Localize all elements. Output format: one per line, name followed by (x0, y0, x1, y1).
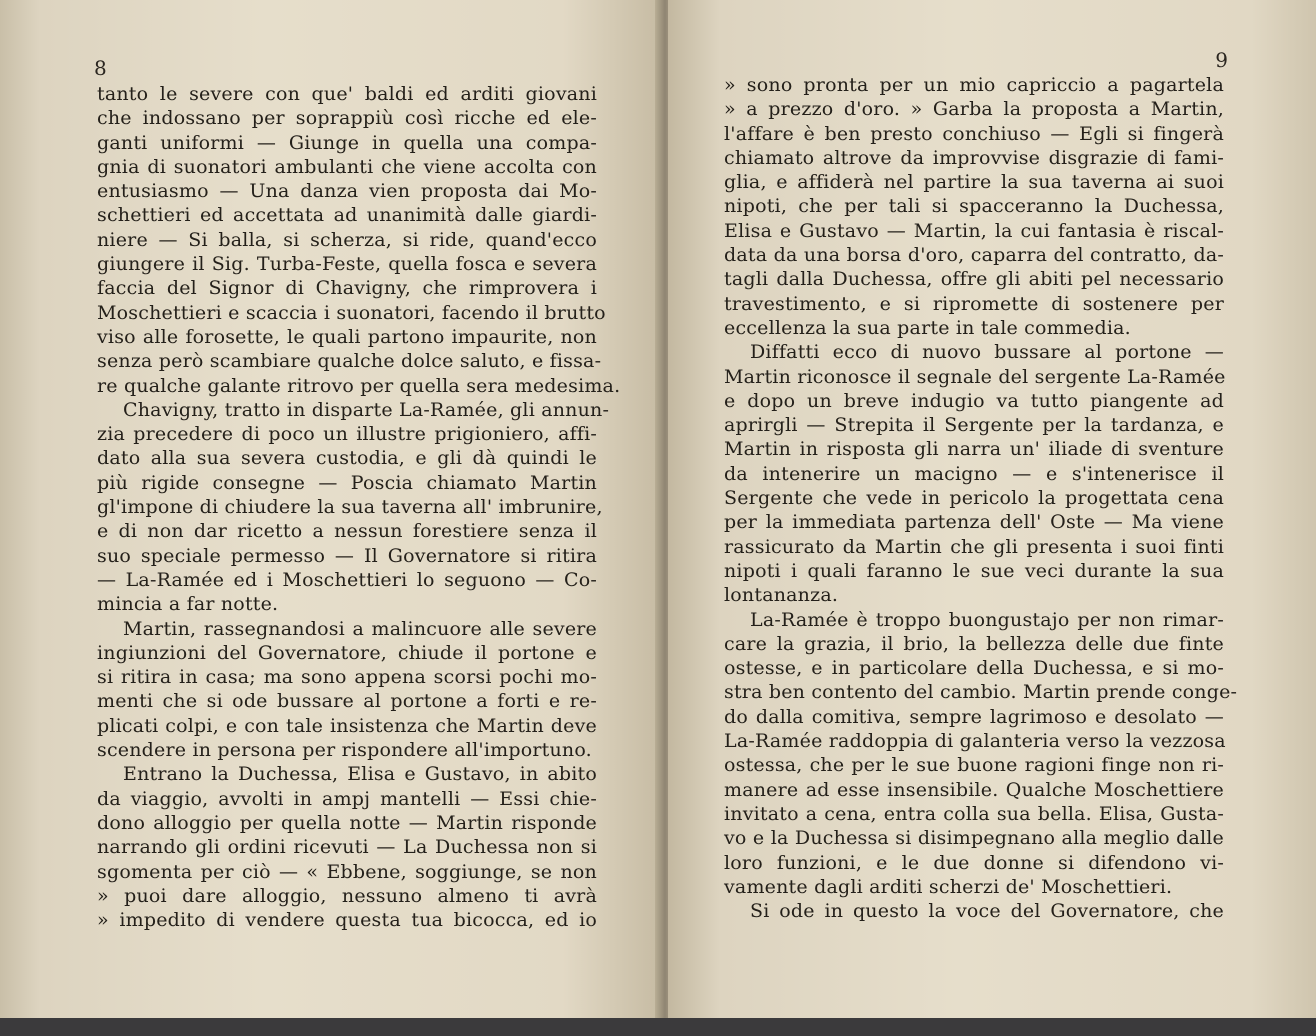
text-line: glia, e affiderà nel partire la sua taverna ai suoi (724, 171, 1224, 194)
text-line: niere — Si balla, si scherza, si ride, quand'ecco (97, 228, 597, 251)
text-line: che indossano per soprappiù così ricche ed ele- (97, 107, 597, 130)
text-line: gl'impone di chiudere la sua taverna all' imbrunire, (97, 496, 603, 519)
text-line: gnia di suonatori ambulanti che viene accolta con (97, 155, 597, 178)
text-line: zia precedere di poco un illustre prigioniero, affi- (97, 423, 597, 446)
text-line: tagli dalla Duchessa, offre gli abiti pel necessario (724, 268, 1224, 291)
text-line: schettieri ed accettata ad unanimità dalle giardi- (97, 204, 597, 227)
text-line: Entrano la Duchessa, Elisa e Gustavo, in abito (123, 763, 597, 786)
text-line: — La-Ramée ed i Moschettieri lo seguono — Co- (97, 568, 597, 591)
text-line: Chavigny, tratto in disparte La-Ramée, gli annun- (123, 398, 610, 421)
text-line: senza però scambiare qualche dolce saluto, e fissa- (97, 350, 602, 373)
text-line: si ritira in casa; ma sono appena scorsi pochi mo- (97, 666, 597, 689)
text-line: mincia a far notte. (97, 593, 279, 616)
text-line: da viaggio, avvolti in ampj mantelli — Essi chie- (97, 787, 597, 810)
text-line: » puoi dare alloggio, nessuno almeno ti avrà (97, 884, 597, 907)
text-line: eccellenza la sua parte in tale commedia. (724, 316, 1131, 339)
text-line: Moschettieri e scaccia i suonatori, facendo il brutto (97, 301, 606, 324)
text-line: e di non dar ricetto a nessun forestiere senza il (97, 520, 597, 543)
text-line: ingiunzioni del Governatore, chiude il portone e (97, 641, 597, 664)
text-line: nipoti, che per tali si spacceranno la Duchessa, (724, 195, 1224, 218)
right-page-text (724, 73, 1238, 923)
text-line: per la immediata partenza dell' Oste — Ma viene (724, 511, 1224, 534)
text-line: » a prezzo d'oro. » Garba la proposta a Martin, (724, 98, 1224, 121)
text-line: data da una borsa d'oro, caparra del contratto, da- (724, 244, 1224, 267)
text-line: vamente dagli arditi scherzi de' Moschettieri. (724, 875, 1173, 898)
right-page (668, 0, 1316, 1036)
text-line: aprirgli — Strepita il Sergente per la tardanza, e (724, 414, 1224, 437)
text-line: Diffatti ecco di nuovo bussare al portone — (750, 341, 1224, 364)
text-line: dono alloggio per quella notte — Martin risponde (97, 811, 597, 834)
text-line: l'affare è ben presto conchiuso — Egli si fingerà (724, 122, 1224, 145)
text-line: La-Ramée raddoppia di galanteria verso la vezzosa (724, 730, 1226, 753)
text-line: giungere il Sig. Turba-Feste, quella fosca e severa (97, 253, 597, 276)
text-line: lontananza. (724, 584, 839, 607)
text-line: travestimento, e si ripromette di sostenere per (724, 292, 1224, 315)
text-line: Sergente che vede in pericolo la progettata cena (724, 487, 1224, 510)
text-line: chiamato altrove da improvvise disgrazie di fami- (724, 146, 1224, 169)
text-line: Si ode in questo la voce del Governatore, che (750, 900, 1224, 923)
text-line: re qualche galante ritrovo per quella sera medesima. (97, 374, 621, 397)
text-line: invitato a cena, entra colla sua bella. Elisa, Gusta- (724, 802, 1224, 825)
text-line: ostesse, e in particolare della Duchessa, e si mo- (724, 657, 1224, 680)
text-line: La-Ramée è troppo buongustajo per non rimar- (750, 608, 1224, 631)
page-number-right: 9 (1215, 48, 1228, 72)
text-line: loro funzioni, e le due donne si difendono vi- (724, 851, 1224, 874)
text-line: ganti uniformi — Giunge in quella una compa- (97, 131, 597, 154)
text-line: do dalla comitiva, sempre lagrimoso e desolato — (724, 705, 1224, 728)
text-line: manere ad esse insensibile. Qualche Moschettiere (724, 778, 1224, 801)
text-line: faccia del Signor di Chavigny, che rimprovera i (97, 277, 597, 300)
text-line: care la grazia, il brio, la bellezza delle due finte (724, 632, 1224, 655)
left-page-text (97, 82, 621, 932)
text-line: più rigide consegne — Poscia chiamato Martin (97, 471, 597, 494)
text-line: Martin, rassegnandosi a malincuore alle severe (123, 617, 597, 640)
text-line: » sono pronta per un mio capriccio a pagartela (724, 74, 1224, 96)
text-line: scendere in persona per rispondere all'importuno. (97, 739, 592, 762)
text-line: rassicurato da Martin che gli presenta i suoi finti (724, 535, 1224, 558)
text-line: Martin in risposta gli narra un' iliade di sventure (724, 438, 1224, 461)
text-line: Elisa e Gustavo — Martin, la cui fantasia è riscal- (724, 219, 1224, 242)
text-line: e dopo un breve indugio va tutto piangente ad (724, 389, 1224, 412)
text-line: ostessa, che per le sue buone ragioni finge non ri- (724, 754, 1224, 777)
text-line: menti che si ode bussare al portone a forti e re- (97, 690, 597, 713)
page-number-left: 8 (94, 56, 107, 80)
text-line: narrando gli ordini ricevuti — La Duchessa non si (97, 836, 597, 859)
text-line: nipoti i quali faranno le sue veci durante la sua (724, 559, 1224, 582)
scan-bottom-edge (0, 1018, 1316, 1036)
text-line: vo e la Duchessa si disimpegnano alla meglio dalle (724, 827, 1224, 850)
text-line: tanto le severe con que' baldi ed arditi giovani (97, 83, 597, 105)
text-line: plicati colpi, e con tale insistenza che Martin deve (97, 714, 597, 737)
text-line: sgomenta per ciò — « Ebbene, soggiunge, se non (97, 860, 597, 883)
text-line: viso alle forosette, le quali partono impaurite, non (97, 325, 597, 348)
text-line: dato alla sua severa custodia, e gli dà quindi le (97, 447, 597, 470)
text-line: suo speciale permesso — Il Governatore si ritira (97, 544, 597, 567)
text-line: da intenerire un macigno — e s'intenerisce il (724, 462, 1224, 485)
text-line: » impedito di vendere questa tua bicocca, ed io (97, 909, 597, 932)
text-line: stra ben contento del cambio. Martin prende conge- (724, 681, 1238, 704)
text-line: Martin riconosce il segnale del sergente La-Ramée (724, 365, 1226, 388)
text-line: entusiasmo — Una danza vien proposta dai Mo- (97, 180, 597, 203)
